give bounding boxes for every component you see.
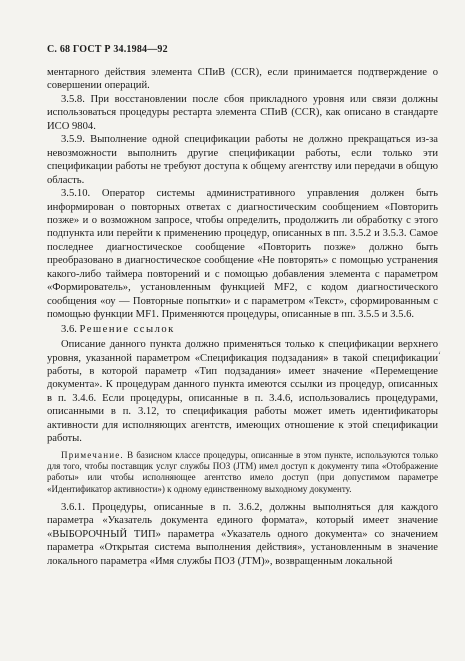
paragraph-3-5-9: 3.5.9. Выполнение одной спецификации работы не должно прекращаться из-за невозможности выполнить другие спецификации работы, если только эти спецификации работы не требуют доступа к общему агентству или передачи в общую область. [47,134,438,186]
note [47,450,438,495]
paragraph-3-6-1: 3.6.1. Процедуры, описанные в п. 3.6.2, должны выполняться для каждого параметра «Указатель документа единого формата», который имеет значение «ВЫБОРОЧНЫЙ ТИП» параметра «Указатель одного документа» со значением параметра «Открытая система выполнения действия», установленным в значение локального параметра «Имя службы ПОЗ (JTM)», возвращенным локальной [47,501,438,567]
page-header: С. 68 ГОСТ Р 34.1984—92 [47,44,168,55]
paragraph-3-5-8: 3.5.8. При восстановлении после сбоя прикладного уровня или связи должны использоваться процедуры рестарта элемента СПиВ (CCR), как описано в стандарте ИСО 9804. [47,93,438,132]
section-heading [47,323,438,336]
note-text: В базисном классе процедуры, описанные в этом пункте, используются только для того, чтобы поставщик услуг службы ПОЗ (JTM) имел доступ к документу типа «Отображение работы» или чтобы исполняющее агентство имело доступ (при допустимом параметре «Идентификатор активности») к одному единственному выходному документу. [47,449,438,494]
margin-mark: ‘ [438,350,441,360]
paragraph-3-5-10: 3.5.10. Оператор системы административного управления должен быть информирован о повторных ответах с диагностическим сообщением «Повторить позже» и о возможном запросе, чтобы определить, продолжить ли обработку с этого подпункта или перейти к применению процедур, описанных в пп. 3.5.2 и 3.5.3. Самое последнее диагностическое сообщение «Повторить позже» должно быть преобразовано в диагностическое сообщение «Не повторять» с помощью устранения какого-либо таймера повторений и с помощью добавления элемента с параметром «Формирователь», установленным функцией MF2, с кодом диагностического сообщения «оу — Повторные попытки» и с параметром «Текст», сформированным с помощью функции MF1. Применяются процедуры, описанные в пп. 3.5.5 и 3.5.6. [47,188,438,321]
document-body [47,66,438,568]
section-title: Решение ссылок [79,323,175,335]
note-label: Примечание. [61,449,124,460]
paragraph-continuation: ментарного действия элемента СПиВ (CCR), если принимается подтверждение о совершении операций. [47,67,438,92]
section-number: 3.6. [61,323,77,335]
paragraph-3-6-description: Описание данного пункта должно применяться только к спецификации верхнего уровня, указанной параметром «Спецификация подзадания» в такой спецификации работы, в которой параметр «Тип подзадания» имеет значение «Перемещение документа». К процедурам данного пункта имеются ссылки из процедур, описанных в п. 3.4.6. Если процедуры, описанные в п. 3.4.6, использовались процедурами, описанными в п. 3.12, то спецификация работы может иметь идентификаторы активности для исполняющих агентств, имеющих отношение к этой спецификации работы. [47,339,438,445]
